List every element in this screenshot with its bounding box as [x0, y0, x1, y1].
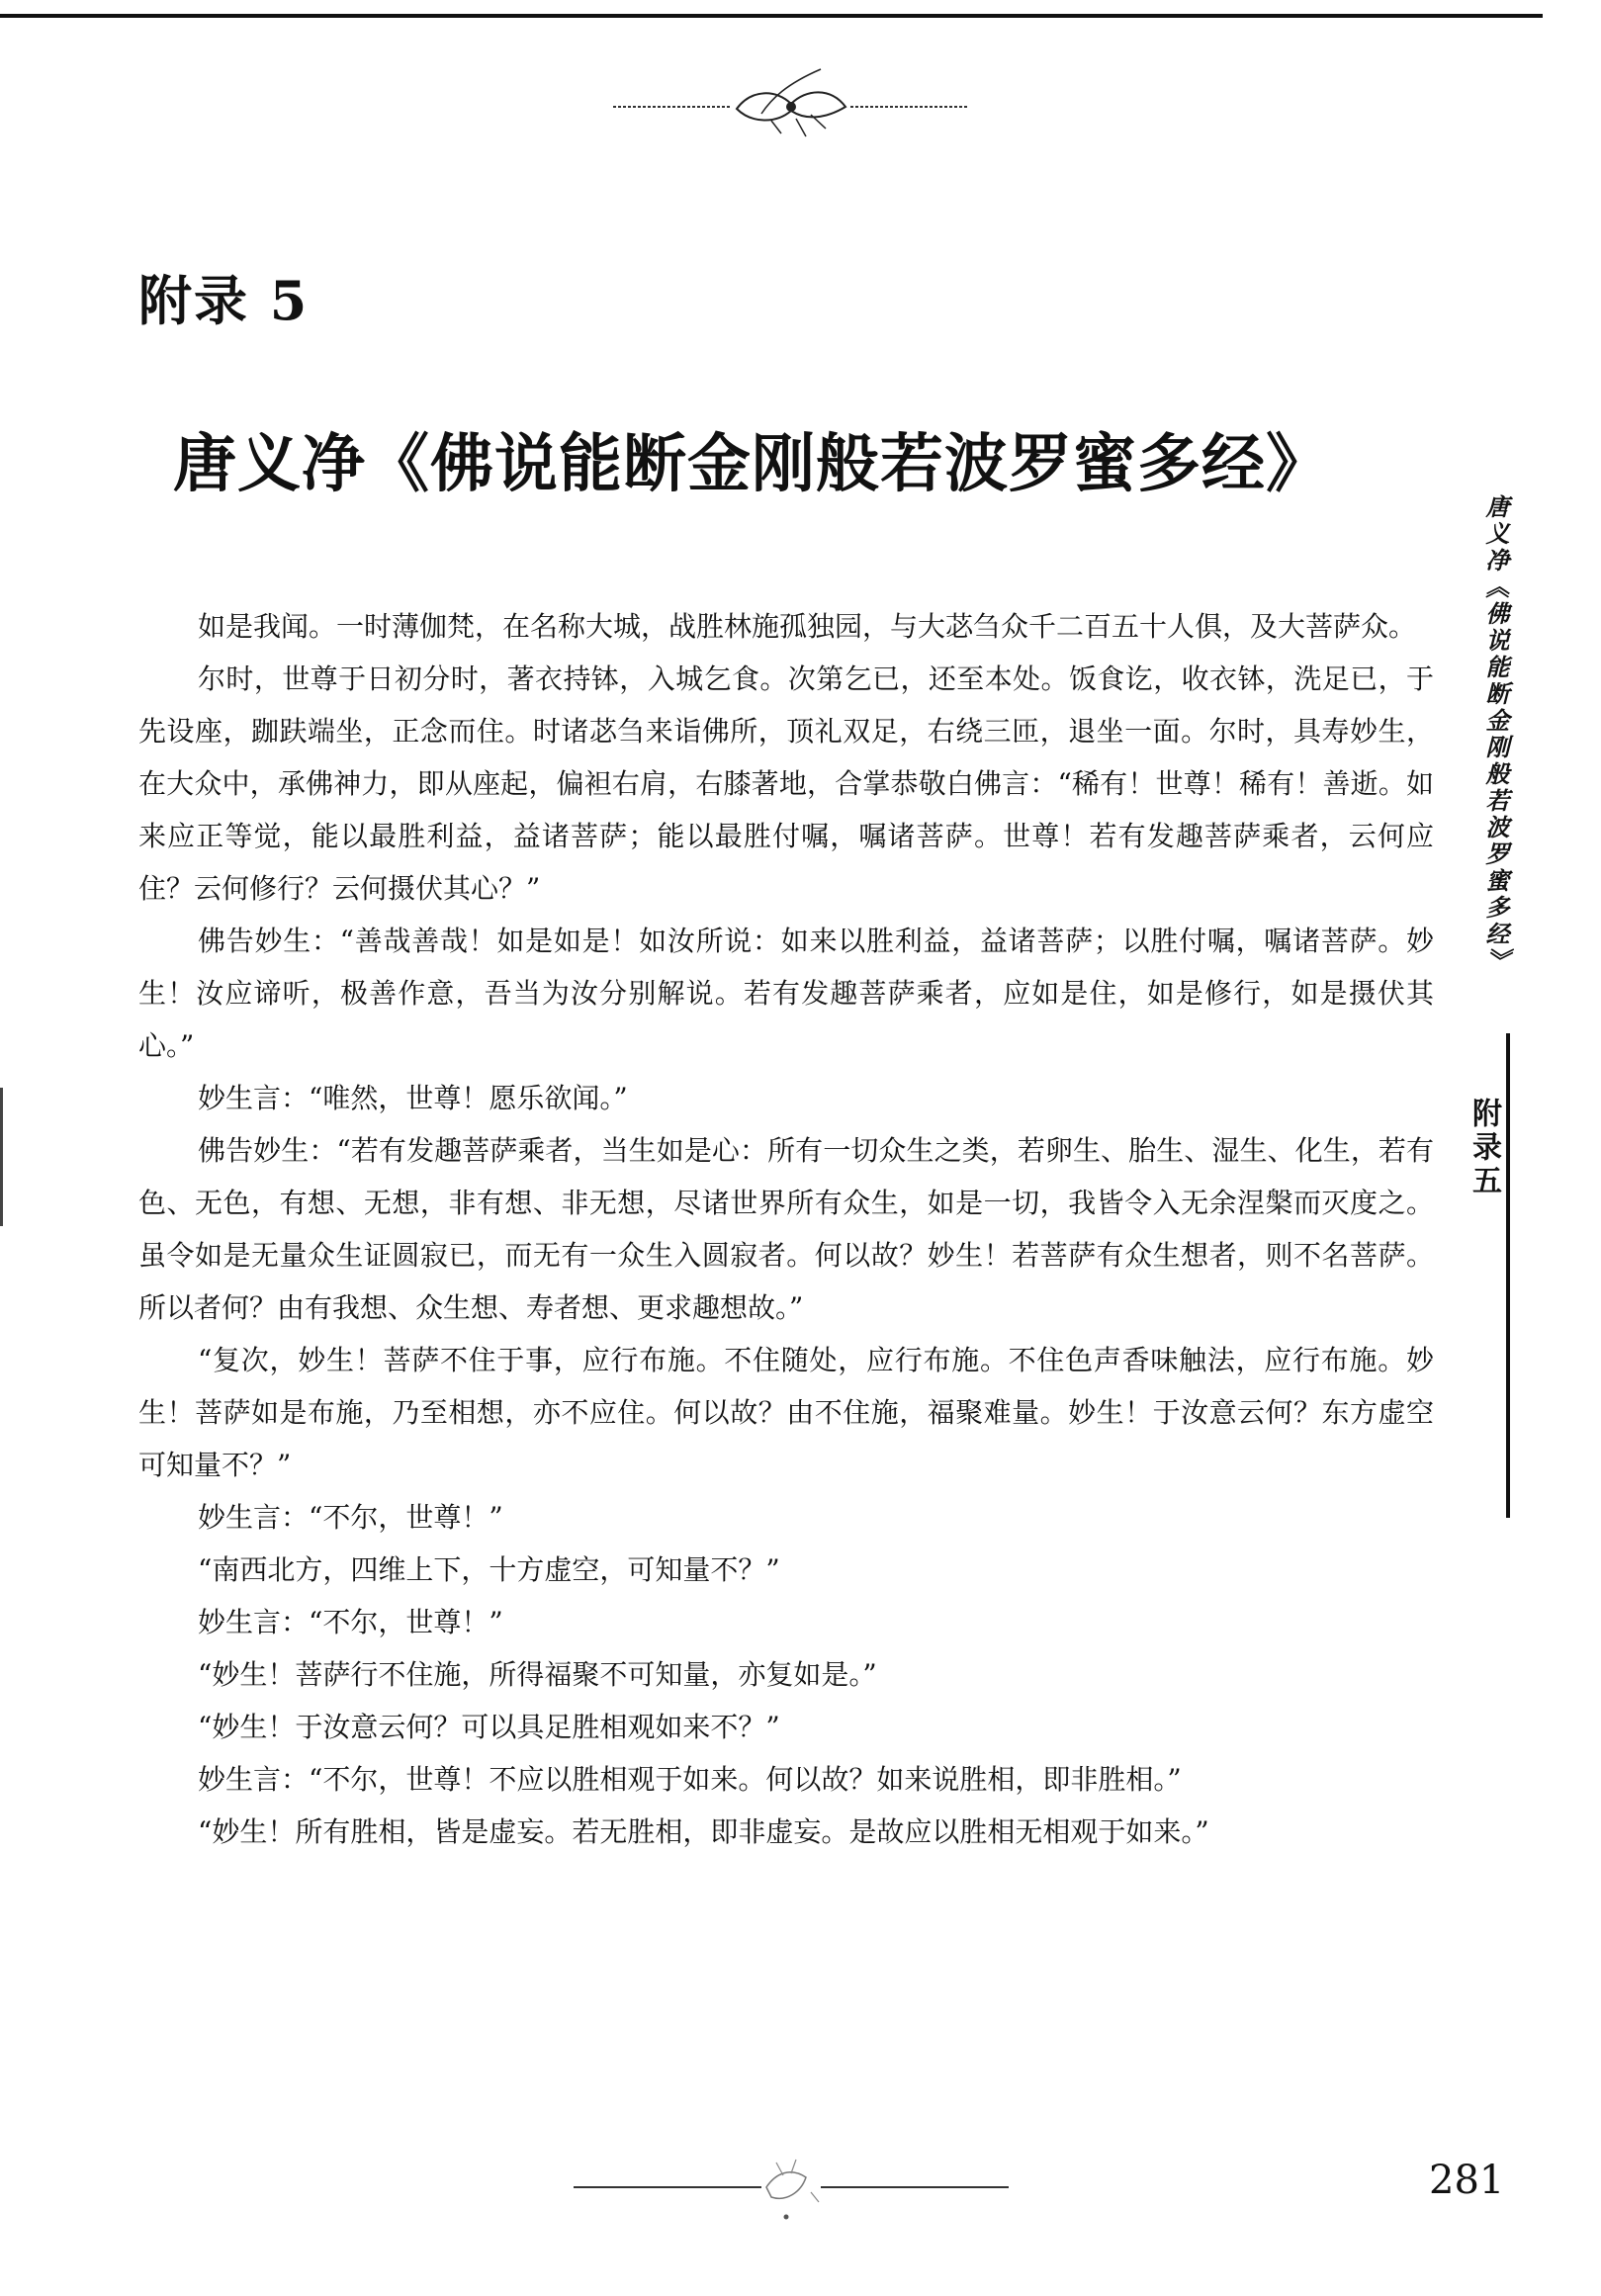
- side-appendix-label: 附录五: [1467, 1098, 1501, 1198]
- paragraph: “妙生！菩萨行不住施，所得福聚不可知量，亦复如是。”: [198, 1658, 877, 1691]
- paragraph: “妙生！于汝意云何？可以具足胜相观如来不？”: [198, 1711, 780, 1743]
- paragraph: 妙生言：“唯然，世尊！愿乐欲闻。”: [198, 1082, 628, 1114]
- paragraph: 妙生言：“不尔，世尊！”: [198, 1606, 503, 1638]
- top-rule: [0, 14, 1543, 18]
- paragraph: “南西北方，四维上下，十方虚空，可知量不？”: [198, 1553, 780, 1586]
- paragraph: 妙生言：“不尔，世尊！”: [198, 1501, 503, 1534]
- paragraph: 佛告妙生：“善哉善哉！如是如是！如汝所说：如来以胜利益，益诸菩萨；以胜付嘱，嘱诸菩萨。妙生！汝应谛听，极善作意，吾当为汝分别解说。若有发趣菩萨乘者，应如是住，如是修行，如是摄伏其心。”: [138, 925, 1434, 1062]
- paragraph: 妙生言：“不尔，世尊！不应以胜相观于如来。何以故？如来说胜相，即非胜相。”: [198, 1763, 1182, 1796]
- side-running-title: 唐义净《佛说能断金刚般若波罗蜜多经》: [1481, 494, 1510, 975]
- side-bar: [1506, 1033, 1510, 1518]
- body-text: [138, 600, 1434, 1858]
- paragraph: 如是我闻。一时薄伽梵，在名称大城，战胜林施孤独园，与大苾刍众千二百五十人俱，及大菩萨众。: [198, 610, 1417, 643]
- appendix-label: 附录 5: [138, 269, 310, 332]
- bottom-ornament: [574, 2148, 1009, 2227]
- left-edge-mark: [0, 1088, 3, 1226]
- page-number: 281: [1429, 2158, 1505, 2203]
- paragraph: 佛告妙生：“若有发趣菩萨乘者，当生如是心：所有一切众生之类，若卵生、胎生、湿生、化生，若有色、无色，有想、无想，非有想、非无想，尽诸世界所有众生，如是一切，我皆令入无余涅槃而灭度之。虽令如是无量众生证圆寂已，而无有一众生入圆寂者。何以故？妙生！若菩萨有众生想者，则不名菩萨。所以者何？由有我想、众生想、寿者想、更求趣想故。”: [138, 1134, 1434, 1324]
- top-ornament: [613, 59, 969, 148]
- chapter-title: 唐义净《佛说能断金刚般若波罗蜜多经》: [173, 427, 1330, 501]
- paragraph: “复次，妙生！菩萨不住于事，应行布施。不住随处，应行布施。不住色声香味触法，应行布施。妙生！菩萨如是布施，乃至相想，亦不应住。何以故？由不住施，福聚难量。妙生！于汝意云何？东方虚空可知量不？”: [138, 1344, 1434, 1481]
- paragraph: 尔时，世尊于日初分时，著衣持钵，入城乞食。次第乞已，还至本处。饭食讫，收衣钵，洗足已，于先设座，跏趺端坐，正念而住。时诸苾刍来诣佛所，顶礼双足，右绕三匝，退坐一面。尔时，具寿妙生，在大众中，承佛神力，即从座起，偏袒右肩，右膝著地，合掌恭敬白佛言：“稀有！世尊！稀有！善逝。如来应正等觉，能以最胜利益，益诸菩萨；能以最胜付嘱，嘱诸菩萨。世尊！若有发趣菩萨乘者，云何应住？云何修行？云何摄伏其心？”: [138, 662, 1434, 905]
- paragraph: “妙生！所有胜相，皆是虚妄。若无胜相，即非虚妄。是故应以胜相无相观于如来。”: [198, 1815, 1209, 1848]
